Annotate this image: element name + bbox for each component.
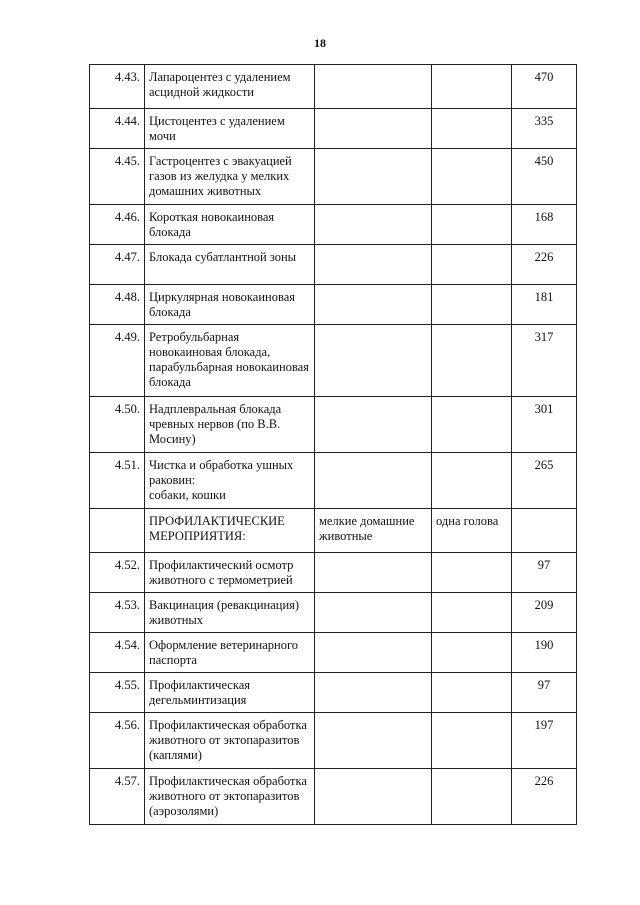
unit-cell — [432, 245, 512, 285]
animal-type-cell — [315, 149, 432, 205]
table-row — [90, 397, 577, 453]
price-table — [89, 64, 577, 825]
row-number: 4.43. — [90, 65, 145, 109]
table-row — [90, 593, 577, 633]
price-value: 317 — [512, 325, 577, 397]
table-row — [90, 633, 577, 673]
service-name: Циркулярная новокаиновая блокада — [145, 285, 315, 325]
service-name: Короткая новокаиновая блокада — [145, 205, 315, 245]
animal-type-cell — [315, 769, 432, 825]
price-value: 97 — [512, 553, 577, 593]
price-value: 301 — [512, 397, 577, 453]
unit-cell — [432, 633, 512, 673]
service-name: Оформление ветеринарного паспорта — [145, 633, 315, 673]
price-value: 181 — [512, 285, 577, 325]
price-value: 335 — [512, 109, 577, 149]
row-number: 4.55. — [90, 673, 145, 713]
row-number: 4.48. — [90, 285, 145, 325]
row-number — [90, 509, 145, 553]
price-table-body — [90, 65, 577, 825]
row-number: 4.54. — [90, 633, 145, 673]
price-value: 450 — [512, 149, 577, 205]
animal-type-cell — [315, 325, 432, 397]
animal-type-cell — [315, 65, 432, 109]
table-row — [90, 109, 577, 149]
table-row — [90, 205, 577, 245]
unit-cell — [432, 109, 512, 149]
unit-cell — [432, 593, 512, 633]
price-value — [512, 509, 577, 553]
unit-cell — [432, 769, 512, 825]
row-number: 4.45. — [90, 149, 145, 205]
table-row — [90, 149, 577, 205]
animal-type-cell — [315, 553, 432, 593]
service-name: Цистоцентез с удалением мочи — [145, 109, 315, 149]
unit: одна голова — [432, 509, 512, 553]
unit-cell — [432, 453, 512, 509]
unit-cell — [432, 65, 512, 109]
row-number: 4.56. — [90, 713, 145, 769]
table-row — [90, 65, 577, 109]
price-value: 168 — [512, 205, 577, 245]
unit-cell — [432, 673, 512, 713]
page-number: 18 — [314, 36, 326, 50]
row-number: 4.47. — [90, 245, 145, 285]
animal-type-cell — [315, 245, 432, 285]
animal-type-cell — [315, 673, 432, 713]
row-number: 4.53. — [90, 593, 145, 633]
service-name: Профилактический осмотр животного с термометрией — [145, 553, 315, 593]
animal-type-cell — [315, 713, 432, 769]
service-name: Блокада субатлантной зоны — [145, 245, 315, 285]
price-value: 209 — [512, 593, 577, 633]
row-number: 4.44. — [90, 109, 145, 149]
animal-type-cell — [315, 453, 432, 509]
row-number: 4.49. — [90, 325, 145, 397]
price-value: 226 — [512, 769, 577, 825]
animal-type-cell — [315, 397, 432, 453]
table-row — [90, 769, 577, 825]
unit-cell — [432, 285, 512, 325]
animal-type-cell — [315, 285, 432, 325]
section-title: ПРОФИЛАКТИЧЕСКИЕ МЕРОПРИЯТИЯ: — [145, 509, 315, 553]
animal-type-cell — [315, 205, 432, 245]
service-name: Гастроцентез с эвакуацией газов из желудка у мелких домашних животных — [145, 149, 315, 205]
service-name: Профилактическая обработка животного от эктопаразитов (аэрозолями) — [145, 769, 315, 825]
section-row — [90, 509, 577, 553]
service-name: Лапароцентез с удалением асцидной жидкости — [145, 65, 315, 109]
price-value: 470 — [512, 65, 577, 109]
animal-type-cell — [315, 109, 432, 149]
service-name: Ретробульбарная новокаиновая блокада, парабульбарная новокаиновая блокада — [145, 325, 315, 397]
price-value: 226 — [512, 245, 577, 285]
unit-cell — [432, 397, 512, 453]
price-value: 190 — [512, 633, 577, 673]
unit-cell — [432, 149, 512, 205]
service-name: Профилактическая обработка животного от эктопаразитов (каплями) — [145, 713, 315, 769]
unit-cell — [432, 205, 512, 245]
table-row — [90, 245, 577, 285]
price-value: 197 — [512, 713, 577, 769]
table-row — [90, 713, 577, 769]
animal-type: мелкие домашние животные — [315, 509, 432, 553]
price-value: 97 — [512, 673, 577, 713]
price-value: 265 — [512, 453, 577, 509]
table-row — [90, 673, 577, 713]
table-row — [90, 325, 577, 397]
unit-cell — [432, 325, 512, 397]
animal-type-cell — [315, 593, 432, 633]
service-name: Профилактическая дегельминтизация — [145, 673, 315, 713]
row-number: 4.57. — [90, 769, 145, 825]
row-number: 4.46. — [90, 205, 145, 245]
table-row — [90, 553, 577, 593]
unit-cell — [432, 713, 512, 769]
unit-cell — [432, 553, 512, 593]
service-name: Надплевральная блокада чревных нервов (по В.В. Мосину) — [145, 397, 315, 453]
animal-type-cell — [315, 633, 432, 673]
service-name: Чистка и обработка ушных раковин: собаки, кошки — [145, 453, 315, 509]
row-number: 4.51. — [90, 453, 145, 509]
service-name: Вакцинация (ревакцинация) животных — [145, 593, 315, 633]
table-row — [90, 453, 577, 509]
table-row — [90, 285, 577, 325]
row-number: 4.52. — [90, 553, 145, 593]
row-number: 4.50. — [90, 397, 145, 453]
